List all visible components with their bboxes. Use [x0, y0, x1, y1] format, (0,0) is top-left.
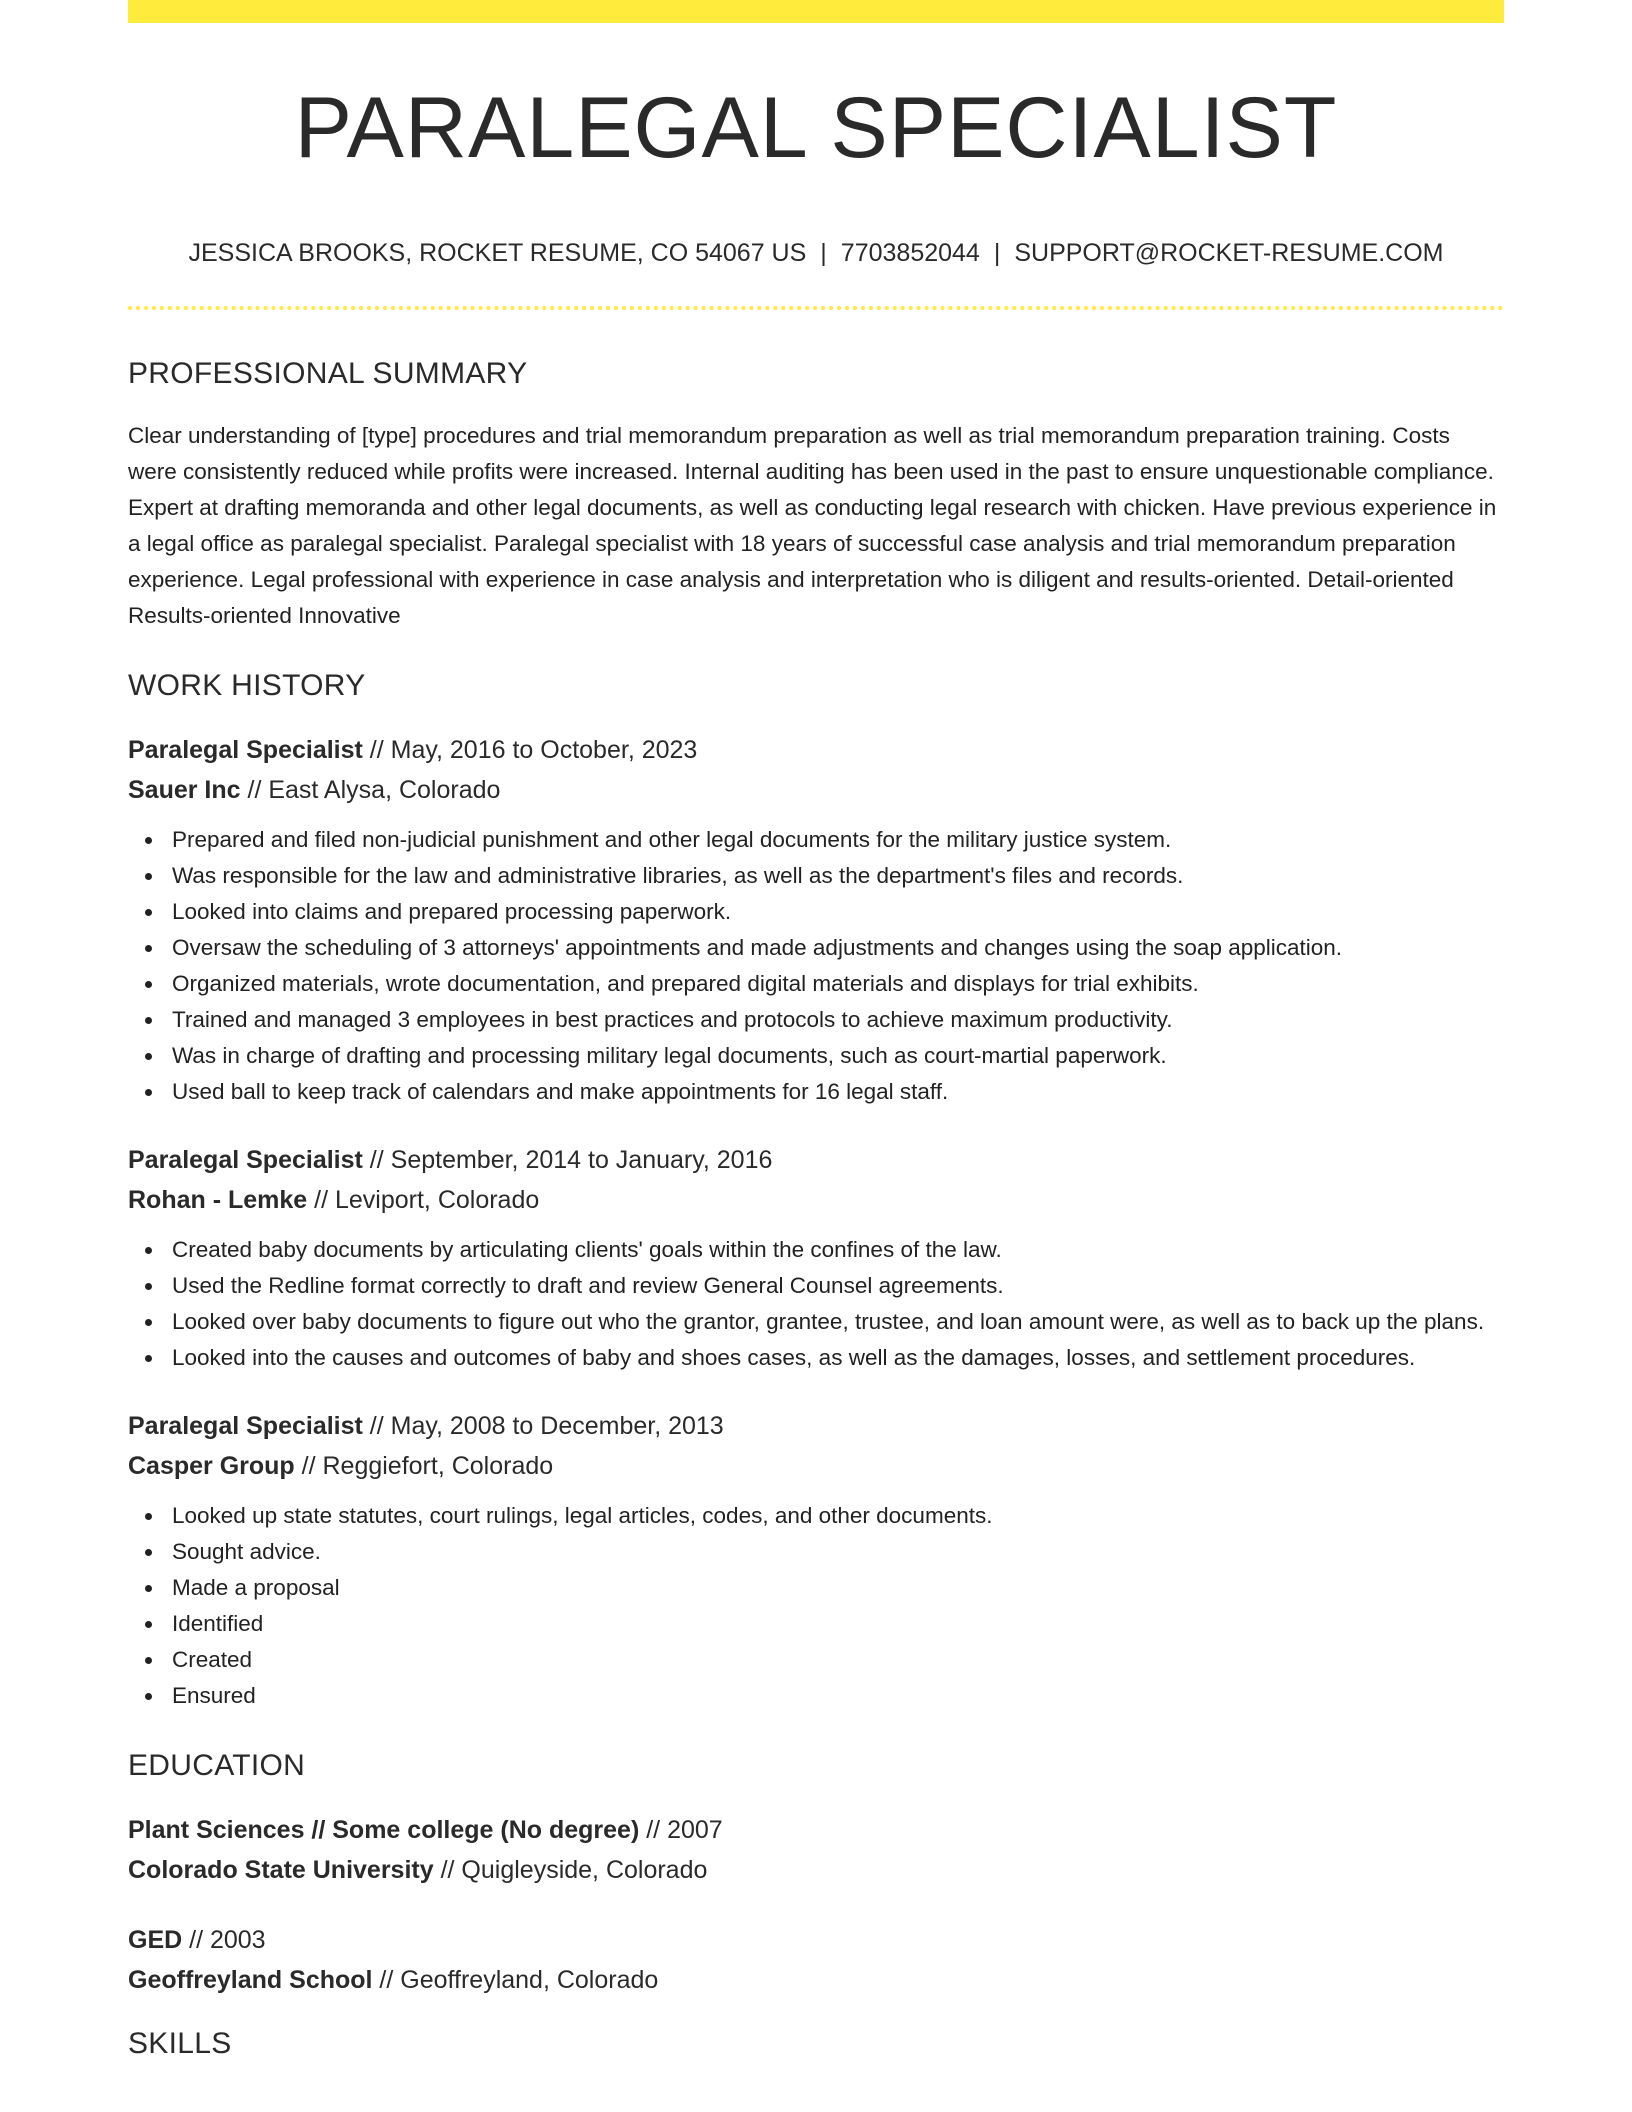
- work-history-section: [128, 664, 1504, 1714]
- skills-section: [128, 2022, 1504, 2066]
- education-entry: [128, 1810, 1504, 1890]
- accent-top-bar: [128, 0, 1504, 23]
- education-degree-line: [128, 1920, 1504, 1960]
- work-history-heading: WORK HISTORY: [128, 669, 366, 702]
- education-school-line: [128, 1850, 1504, 1890]
- job-bullet: Created baby documents by articulating clients' goals within the confines of the law.: [172, 1232, 1504, 1268]
- job-company-line: [128, 770, 1504, 810]
- contact-line: [128, 236, 1504, 270]
- job-company-line: [128, 1446, 1504, 1486]
- job-bullet-list: [128, 1232, 1504, 1376]
- education-entry: [128, 1920, 1504, 2000]
- contact-address: JESSICA BROOKS, ROCKET RESUME, CO 54067 US: [188, 239, 807, 267]
- education-degree-line: [128, 1810, 1504, 1850]
- job-location: // East Alysa, Colorado: [240, 776, 501, 804]
- job-entry: [128, 730, 1504, 1110]
- page-title: PARALEGAL SPECIALIST: [294, 80, 1338, 176]
- job-bullet: Looked up state statutes, court rulings, legal articles, codes, and other documents.: [172, 1498, 1504, 1534]
- job-bullet: Created: [172, 1642, 1504, 1678]
- job-entry: [128, 1406, 1504, 1714]
- job-dates: // May, 2016 to October, 2023: [362, 736, 698, 764]
- job-bullet: Looked into the causes and outcomes of baby and shoes cases, as well as the damages, losses, and settlement procedures.: [172, 1340, 1504, 1376]
- job-bullet: Organized materials, wrote documentation, and prepared digital materials and displays for trial exhibits.: [172, 966, 1504, 1002]
- summary-section: [128, 352, 1504, 634]
- job-company: Sauer Inc: [128, 776, 241, 804]
- education-year: // 2007: [639, 1816, 723, 1844]
- education-year: // 2003: [182, 1926, 266, 1954]
- job-bullet: Trained and managed 3 employees in best practices and protocols to achieve maximum productivity.: [172, 1002, 1504, 1038]
- job-dates: // May, 2008 to December, 2013: [362, 1412, 724, 1440]
- contact-separator: |: [820, 239, 827, 267]
- education-school: Colorado State University: [128, 1856, 434, 1884]
- contact-email: SUPPORT@ROCKET-RESUME.COM: [1014, 239, 1444, 267]
- education-location: // Quigleyside, Colorado: [433, 1856, 708, 1884]
- education-heading: EDUCATION: [128, 1749, 306, 1782]
- job-bullet: Was responsible for the law and administrative libraries, as well as the department's files and records.: [172, 858, 1504, 894]
- skills-heading: SKILLS: [128, 2027, 232, 2060]
- contact-separator: |: [993, 239, 1001, 267]
- education-school: Geoffreyland School: [128, 1966, 373, 1994]
- job-company: Rohan - Lemke: [128, 1186, 308, 1214]
- job-bullet: Made a proposal: [172, 1570, 1504, 1606]
- header-divider: [128, 306, 1504, 310]
- job-company-line: [128, 1180, 1504, 1220]
- education-degree: GED: [128, 1926, 183, 1954]
- job-bullet: Identified: [172, 1606, 1504, 1642]
- job-title: Paralegal Specialist: [128, 736, 363, 764]
- job-bullet: Sought advice.: [172, 1534, 1504, 1570]
- job-title-line: [128, 1140, 1504, 1180]
- education-school-line: [128, 1960, 1504, 2000]
- job-bullet-list: [128, 822, 1504, 1110]
- job-location: // Reggiefort, Colorado: [294, 1452, 554, 1480]
- job-bullet: Used ball to keep track of calendars and make appointments for 16 legal staff.: [172, 1074, 1504, 1110]
- education-section: [128, 1744, 1504, 2000]
- job-title-line: [128, 1406, 1504, 1446]
- job-title-line: [128, 730, 1504, 770]
- resume-content: [128, 352, 1504, 2088]
- job-title: Paralegal Specialist: [128, 1412, 363, 1440]
- job-bullet: Ensured: [172, 1678, 1504, 1714]
- job-company: Casper Group: [128, 1452, 295, 1480]
- job-bullet: Used the Redline format correctly to draft and review General Counsel agreements.: [172, 1268, 1504, 1304]
- job-entry: [128, 1140, 1504, 1376]
- job-bullet: Looked over baby documents to figure out who the grantor, grantee, trustee, and loan amount were, as well as to back up the plans.: [172, 1304, 1504, 1340]
- job-bullet: Prepared and filed non-judicial punishment and other legal documents for the military justice system.: [172, 822, 1504, 858]
- job-dates: // September, 2014 to January, 2016: [362, 1146, 773, 1174]
- summary-text: Clear understanding of [type] procedures and trial memorandum preparation as well as trial memorandum preparation training. Costs were consistently reduced while profits were increased. Internal auditing has been used in the past to ensure unquestionable compliance. Expert at drafting memoranda and other legal documents, as well as conducting legal research with chicken. Have previous experience in a legal office as paralegal specialist. Paralegal specialist with 18 years of successful case analysis and trial memorandum preparation experience. Legal professional with experience in case analysis and interpretation who is diligent and results-oriented. Detail-oriented Results-oriented Innovative: [128, 423, 1497, 628]
- job-title: Paralegal Specialist: [128, 1146, 363, 1174]
- summary-heading: PROFESSIONAL SUMMARY: [128, 357, 528, 390]
- job-bullet-list: [128, 1498, 1504, 1714]
- job-location: // Leviport, Colorado: [307, 1186, 540, 1214]
- job-bullet: Looked into claims and prepared processing paperwork.: [172, 894, 1504, 930]
- job-bullet: Oversaw the scheduling of 3 attorneys' appointments and made adjustments and changes using the soap application.: [172, 930, 1504, 966]
- education-location: // Geoffreyland, Colorado: [372, 1966, 659, 1994]
- education-degree: Plant Sciences // Some college (No degree): [128, 1816, 640, 1844]
- job-bullet: Was in charge of drafting and processing military legal documents, such as court-martial paperwork.: [172, 1038, 1504, 1074]
- contact-phone: 7703852044: [840, 239, 980, 267]
